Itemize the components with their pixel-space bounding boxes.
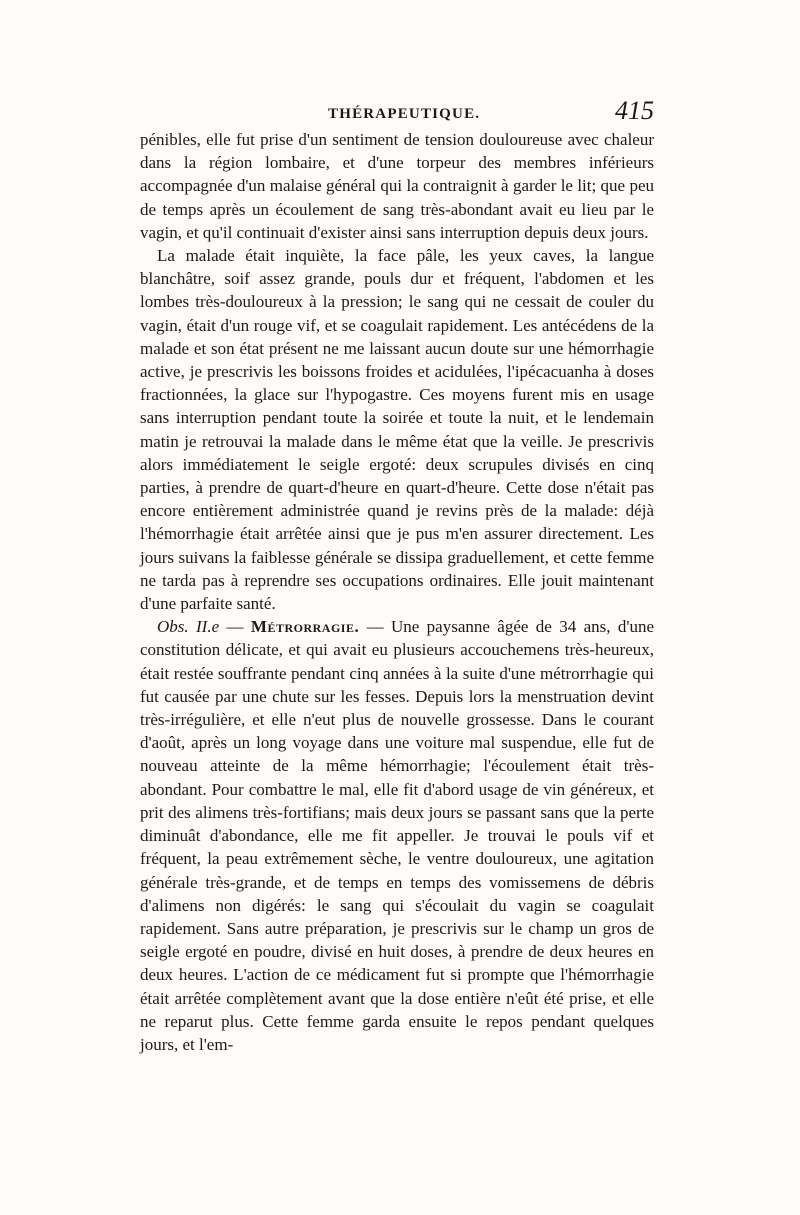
observation-paragraph xyxy=(140,615,654,1056)
observation-label: Obs. II.e xyxy=(157,617,220,637)
body-text xyxy=(140,128,654,1056)
page-number: 415 xyxy=(615,96,654,125)
paragraph-continuation: pénibles, elle fut prise d'un sentiment de tension douloureuse avec chaleur dans la région lombaire, et d'une torpeur des membres inférieurs accompagnée d'un malaise général qui la contraignit à garder le lit; que peu de temps après un écoulement de sang très-abondant avait eu lieu par le vagin, et qu'il continuait d'exister ainsi sans interruption depuis deux jours. xyxy=(140,130,654,242)
page-header xyxy=(140,98,654,132)
running-title: THÉRAPEUTIQUE. xyxy=(328,106,481,122)
paragraph-treatment: La malade était inquiète, la face pâle, les yeux caves, la langue blanchâtre, soif assez grande, pouls dur et fréquent, l'abdomen et les lombes très-douloureux à la pression; le sang qui ne cessait de couler du vagin, était d'un rouge vif, et se coagulait rapidement. Les antécédens de la malade et son état présent ne me laissant aucun doute sur une hémorrhagie active, je prescrivis les boissons froides et acidulées, l'ipécacuanha à doses fractionnées, la glace sur l'hypogastre. Ces moyens furent mis en usage sans interruption pendant toute la soirée et toute la nuit, et le lendemain matin je retrouvai la malade dans le même état que la veille. Je prescrivis alors immédiatement le seigle ergoté: deux scrupules divisés en cinq parties, à prendre de quart-d'heure en quart-d'heure. Cette dose n'était pas encore entièrement administrée quand je revins près de la malade: déjà l'hémorrhagie était arrêtée ainsi que je pus m'en assurer directement. Les jours suivans la faiblesse générale se dissipa graduellement, et cette femme ne tarda pas à reprendre ses occupations ordinaires. Elle jouit maintenant d'une parfaite santé. xyxy=(140,246,654,614)
observation-text: — Une paysanne âgée de 34 ans, d'une constitution délicate, et qui avait eu plusieurs accouchemens très-heureux, était restée souffrante pendant cinq années à la suite d'une métrorrhagie qui fut causée par une chute sur les fesses. Depuis lors la menstruation devint très-irrégulière, et elle n'eut plus de nouvelle grossesse. Dans le courant d'août, après un long voyage dans une voiture mal suspendue, elle fut de nouveau atteinte de la même hémorrhagie; l'écoulement était très-abondant. Pour combattre le mal, elle fit d'abord usage de vin généreux, et prit des alimens très-fortifians; mais deux jours se passant sans que la perte diminuât d'abondance, elle me fit appeller. Je trouvai le pouls vif et fréquent, la peau extrêmement sèche, le ventre douloureux, une agitation générale très-grande, et de temps en temps des vomissemens de débris d'alimens non digérés: le sang qui s'écoulait du vagin se coagulait rapidement. Sans autre préparation, je prescrivis sur le champ un gros de seigle ergoté en poudre, divisé en huit doses, à prendre de deux heures en deux heures. L'action de ce médicament fut si prompte que l'hémorrhagie était arrêtée complètement avant que la dose entière n'eût été prise, et elle ne reparut plus. Cette femme garda ensuite le repos pendant quelques jours, et l'em- xyxy=(140,617,655,1054)
observation-title: Métrorragie. xyxy=(250,617,360,637)
observation-separator: — xyxy=(219,617,251,637)
